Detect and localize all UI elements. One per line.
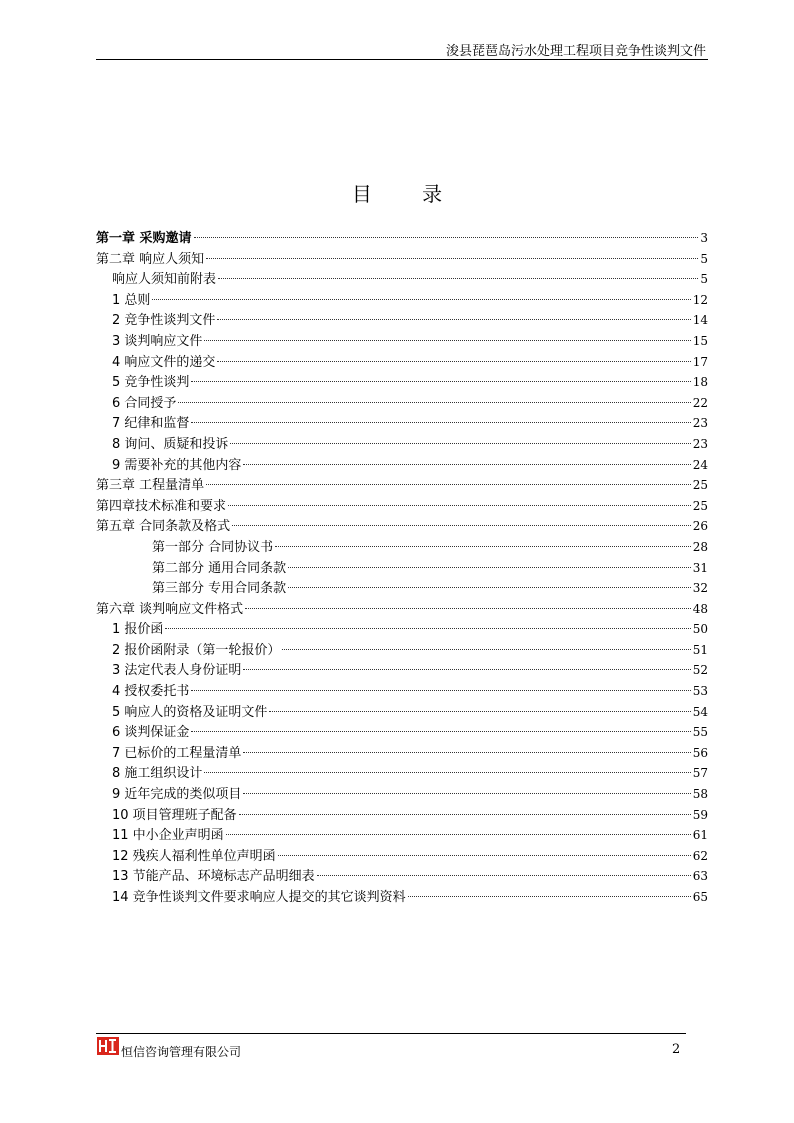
toc-dot-leader (275, 546, 691, 547)
toc-dot-leader (206, 258, 698, 259)
toc-entry[interactable] (96, 249, 708, 270)
toc-entry-page: 28 (692, 539, 708, 554)
toc-entry-page: 52 (692, 663, 708, 678)
company-logo-icon (97, 1037, 119, 1055)
toc-dot-leader (317, 875, 691, 876)
toc-entry-title: 1 总则 (112, 292, 151, 308)
toc-entry-title: 4 授权委托书 (112, 684, 190, 700)
toc-entry-title: 7 纪律和监督 (112, 416, 190, 432)
toc-entry[interactable] (96, 496, 708, 517)
toc-dot-leader (243, 752, 690, 753)
toc-entry-page: 65 (692, 890, 708, 904)
toc-entry-title: 第三章 工程量清单 (96, 478, 205, 494)
toc-entry-title: 9 需要补充的其他内容 (112, 457, 242, 473)
toc-entry-title: 4 响应文件的递交 (112, 354, 216, 370)
toc-entry[interactable] (96, 393, 708, 414)
toc-entry-title: 12 残疾人福利性单位声明函 (112, 848, 276, 864)
toc-entry-page: 51 (692, 642, 708, 657)
toc-entry-title: 3 法定代表人身份证明 (112, 663, 242, 679)
toc-entry[interactable] (96, 619, 708, 640)
toc-entry[interactable] (96, 846, 708, 867)
toc-entry[interactable] (96, 722, 708, 743)
toc-entry-title: 14 竞争性谈判文件要求响应人提交的其它谈判资料 (112, 890, 406, 905)
toc-entry-title: 响应人须知前附表 (112, 272, 217, 288)
toc-entry-page: 26 (692, 519, 708, 534)
toc-entry-page: 62 (692, 848, 708, 863)
toc-entry-page: 50 (692, 622, 708, 637)
toc-entry-page: 25 (692, 498, 708, 513)
toc-entry[interactable] (96, 352, 708, 373)
toc-dot-leader (243, 793, 690, 794)
toc-entry-title: 6 谈判保证金 (112, 725, 190, 741)
toc-dot-leader (408, 896, 691, 897)
toc-entry-page: 31 (692, 560, 708, 575)
toc-entry[interactable] (96, 331, 708, 352)
toc-entry[interactable] (96, 660, 708, 681)
page-number: 2 (672, 1042, 681, 1057)
toc-entry-page: 17 (692, 354, 708, 369)
toc-entry-title: 2 竞争性谈判文件 (112, 313, 216, 329)
header-divider (96, 59, 708, 60)
toc-entry-page: 59 (692, 807, 708, 822)
toc-entry[interactable] (96, 310, 708, 331)
toc-dot-leader (228, 505, 691, 506)
toc-dot-leader (194, 237, 699, 238)
toc-entry-page: 18 (692, 375, 708, 390)
toc-entry-title: 10 项目管理班子配备 (112, 807, 237, 823)
toc-entry[interactable] (96, 558, 708, 579)
toc-entry-title: 8 询问、质疑和投诉 (112, 436, 229, 452)
toc-entry-title: 3 谈判响应文件 (112, 333, 203, 349)
toc-dot-leader (206, 484, 691, 485)
toc-dot-leader (191, 690, 690, 691)
toc-entry[interactable] (96, 887, 708, 908)
toc-entry-title: 9 近年完成的类似项目 (112, 787, 242, 803)
document-header-title: 浚县琵琶岛污水处理工程项目竞争性谈判文件 (445, 44, 706, 59)
toc-entry-page: 58 (692, 787, 708, 802)
toc-entry-title: 第一部分 合同协议书 (152, 539, 274, 555)
toc-entry[interactable] (96, 228, 708, 249)
toc-dot-leader (230, 443, 690, 444)
toc-entry-page: 3 (700, 231, 708, 245)
toc-entry-page: 54 (692, 704, 708, 719)
toc-dot-leader (278, 855, 691, 856)
toc-entry-title: 2 报价函附录（第一轮报价） (112, 642, 281, 658)
toc-dot-leader (178, 402, 690, 403)
toc-entry-title: 1 报价函 (112, 622, 164, 638)
toc-dot-leader (288, 567, 691, 568)
toc-dot-leader (165, 628, 690, 629)
toc-entry[interactable] (96, 805, 708, 826)
toc-entry-page: 63 (692, 869, 708, 884)
toc-entry[interactable] (96, 825, 708, 846)
toc-entry-page: 55 (692, 725, 708, 740)
toc-dot-leader (218, 278, 698, 279)
toc-entry-title: 8 施工组织设计 (112, 766, 203, 782)
toc-entry-title: 7 已标价的工程量清单 (112, 745, 242, 761)
toc-entry[interactable] (96, 599, 708, 620)
toc-entry-title: 第一章 采购邀请 (96, 231, 192, 246)
toc-entry[interactable] (96, 640, 708, 661)
toc-entry[interactable] (96, 372, 708, 393)
toc-entry-title: 13 节能产品、环境标志产品明细表 (112, 869, 315, 885)
toc-dot-leader (243, 464, 690, 465)
toc-entry-page: 61 (692, 828, 708, 843)
toc-entry[interactable] (96, 743, 708, 764)
toc-entry-title: 第二部分 通用合同条款 (152, 560, 287, 576)
toc-dot-leader (204, 772, 690, 773)
toc-entry-title: 6 合同授予 (112, 395, 177, 411)
toc-entry[interactable] (96, 516, 708, 537)
toc-entry-page: 15 (692, 333, 708, 348)
toc-dot-leader (191, 731, 690, 732)
toc-entry-title: 11 中小企业声明函 (112, 828, 224, 844)
toc-dot-leader (226, 834, 691, 835)
toc-dot-leader (282, 649, 690, 650)
toc-dot-leader (191, 381, 690, 382)
toc-entry[interactable] (96, 269, 708, 290)
toc-dot-leader (269, 711, 690, 712)
toc-entry-page: 23 (692, 416, 708, 431)
toc-entry[interactable] (96, 475, 708, 496)
toc-dot-leader (217, 361, 690, 362)
toc-dot-leader (239, 814, 691, 815)
toc-entry-page: 53 (692, 684, 708, 699)
toc-entry[interactable] (96, 578, 708, 599)
toc-entry[interactable] (96, 702, 708, 723)
toc-dot-leader (191, 422, 690, 423)
toc-entry[interactable] (96, 537, 708, 558)
table-of-contents (96, 228, 708, 908)
toc-dot-leader (204, 340, 690, 341)
toc-dot-leader (288, 587, 691, 588)
toc-entry-page: 22 (692, 395, 708, 410)
toc-entry-page: 25 (692, 478, 708, 493)
footer-company-name: 恒信咨询管理有限公司 (121, 1045, 242, 1059)
toc-entry-title: 第四章技术标准和要求 (96, 498, 227, 514)
toc-entry-page: 14 (692, 313, 708, 328)
toc-entry-page: 48 (692, 601, 708, 616)
toc-dot-leader (217, 319, 690, 320)
toc-entry-page: 12 (692, 292, 708, 307)
toc-entry[interactable] (96, 290, 708, 311)
footer-divider (96, 1033, 686, 1034)
toc-entry-page: 5 (700, 251, 708, 266)
toc-entry-title: 第六章 谈判响应文件格式 (96, 601, 244, 617)
toc-heading: 目 录 (351, 182, 465, 206)
toc-entry-title: 5 竞争性谈判 (112, 375, 190, 391)
toc-entry[interactable] (96, 784, 708, 805)
toc-entry-page: 57 (692, 766, 708, 781)
toc-entry-title: 5 响应人的资格及证明文件 (112, 704, 268, 720)
toc-entry-title: 第二章 响应人须知 (96, 251, 205, 267)
toc-dot-leader (243, 669, 690, 670)
toc-entry[interactable] (96, 763, 708, 784)
toc-entry[interactable] (96, 434, 708, 455)
toc-entry[interactable] (96, 866, 708, 887)
toc-entry[interactable] (96, 455, 708, 476)
toc-entry[interactable] (96, 681, 708, 702)
toc-entry-title: 第五章 合同条款及格式 (96, 519, 231, 535)
toc-entry[interactable] (96, 413, 708, 434)
toc-dot-leader (232, 525, 691, 526)
toc-dot-leader (245, 608, 691, 609)
toc-entry-page: 23 (692, 436, 708, 451)
toc-entry-page: 24 (692, 457, 708, 472)
toc-entry-page: 56 (692, 745, 708, 760)
toc-dot-leader (152, 299, 690, 300)
toc-entry-title: 第三部分 专用合同条款 (152, 581, 287, 597)
toc-entry-page: 5 (700, 272, 708, 287)
toc-entry-page: 32 (692, 581, 708, 596)
